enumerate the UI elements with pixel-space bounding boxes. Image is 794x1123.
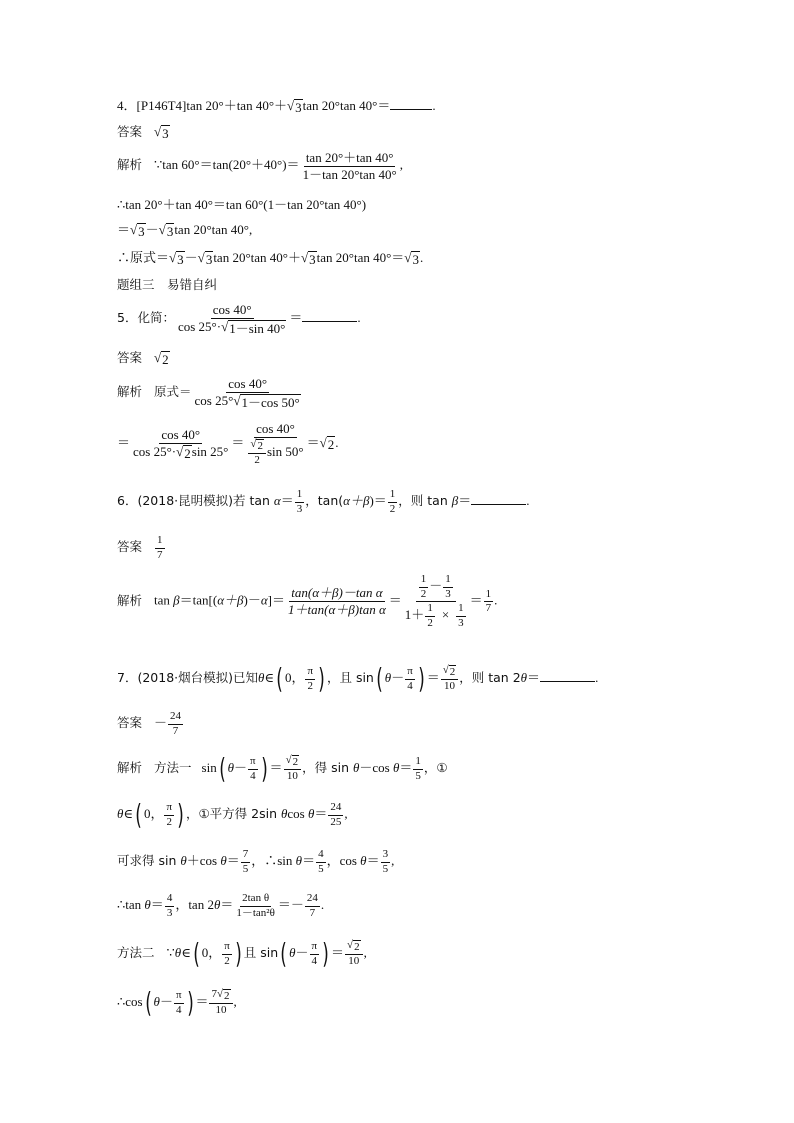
solution-label: 解析	[117, 383, 143, 399]
problem-6: 6．(2018·昆明模拟)若 tan α＝ $\frac{1}{3}$ ，tan(α＋β)＝ $\frac{1}{2}$ ，则 tan β＝ .	[117, 488, 530, 515]
answer-blank	[471, 492, 526, 505]
problem-4: 4．[P146T4]tan 20°＋tan 40°＋ √ 3 tan 20°tan 40°＝ .	[117, 98, 436, 115]
problem-number: 5．化简：	[117, 309, 175, 325]
solution-label: 解析	[117, 157, 143, 173]
solution-4-line-1: 解析 ∵tan 60°＝tan(20°＋40°)＝ $\frac{\tan 20^\circ+\tan 40^\circ}{1-\tan 20^\circ\tan 40^\circ}$ ,	[117, 150, 403, 182]
solution-label: 解析	[117, 759, 143, 775]
solution-label: 解析	[117, 592, 143, 608]
answer-label: 答案	[117, 539, 143, 555]
answer-label: 答案	[117, 124, 143, 139]
solution-6: 解析 tan β＝tan[(α＋β)－α]＝ $\frac{\text{tan(α＋β)－tan α}}{\text{1＋tan(α＋β)tan α}}$ ＝ $\frac{1}{2}$ － $\frac{1}{3}$ 1＋ $\frac{1}{2}$ × $\frac{1}{3}$ ＝ $\frac{1}{7}$ .	[117, 573, 498, 629]
answer-7: 答案 － $\frac{24}{7}$	[117, 710, 182, 737]
solution-7-line-3: 可求得 sin θ＋cos θ＝ $\frac{7}{5}$ ，∴sin θ＝ $\frac{4}{5}$ ，cos θ＝ $\frac{3}{5}$ ,	[117, 848, 395, 875]
answer-6: 答案 $\frac{1}{7}$	[117, 534, 163, 561]
section-heading: 题组三 易错自纠	[117, 277, 218, 292]
sqrt: √ 3	[287, 98, 302, 115]
solution-7-line-1: 解析 方法一 sin( θ－ $\frac{\pi}{4}$ ) ＝ √ 2 10 ，得 sin θ－cos θ＝ $\frac{1}{5}$ ，①	[117, 752, 448, 785]
answer-blank	[540, 669, 595, 682]
solution-7-line-5: 方法二 ∵θ∈( 0， $\frac{\pi}{2}$ ) 且 sin( θ－ $\frac{\pi}{4}$ ) ＝ √ 2 10 ,	[117, 937, 367, 970]
answer-label: 答案	[117, 715, 143, 731]
problem-5: 5．化简： cos 40° cos 25°· √ 1－sin 40° ＝ .	[117, 302, 361, 336]
solution-7-line-6: ∴cos( θ－ $\frac{\pi}{4}$ ) ＝ 7 √ 2 10 ,	[117, 986, 237, 1019]
solution-7-line-2: θ∈( 0， $\frac{\pi}{2}$ ) ，①平方得 2sin θcos θ＝ $\frac{24}{25}$ ,	[117, 798, 348, 831]
solution-5-line-1: 解析 原式＝ cos 40° cos 25° √ 1－cos 50°	[117, 376, 300, 410]
problem-number: 6．(2018·昆明模拟)若 tan	[117, 493, 274, 509]
answer-4	[117, 125, 170, 140]
answer-blank	[390, 97, 432, 110]
answer-blank	[302, 309, 357, 322]
problem-7: 7．(2018·烟台模拟)已知θ∈( 0， $\frac{\pi}{2}$ ) ，且 sin( θ－ $\frac{\pi}{4}$ ) ＝ √ 2 10 ，则 tan 2θ＝ .	[117, 662, 599, 695]
problem-number: 7．(2018·烟台模拟)已知	[117, 669, 258, 685]
problem-number: 4．	[117, 98, 137, 113]
solution-4-line-4: ∴原式＝ √ 3 － √ 3 tan 20°tan 40°＋ √ 3 tan 20°tan 40°＝ √ 3 .	[117, 250, 424, 267]
problem-ref: [P146T4]	[136, 98, 187, 113]
solution-4-line-2: ∴tan 20°＋tan 40°＝tan 60°(1－tan 20°tan 40°)	[117, 197, 367, 212]
fraction: cos 40° cos 25°· √ 1－sin 40°	[177, 302, 286, 336]
solution-5-line-2: ＝ cos 40° cos 25°· √ 2 sin 25° ＝ cos 40° √ 2 2 sin 50° ＝ √ 2 .	[117, 421, 339, 466]
solution-4-line-3: ＝ √ 3 － √ 3 tan 20°tan 40°,	[117, 222, 253, 239]
sqrt: √ 3	[154, 124, 169, 141]
fraction: $\frac{\tan 20^\circ+\tan 40^\circ}{1-\tan 20^\circ\tan 40^\circ}$	[302, 150, 397, 182]
solution-7-line-4: ∴tan θ＝ $\frac{4}{3}$ ，tan 2θ＝ $\frac{\text{2tan θ}}{\text{1－tan²θ}}$ ＝－ $\frac{24}{7}$ .	[117, 892, 325, 919]
answer-label: 答案	[117, 350, 143, 365]
answer-5: 答案 √ 2	[117, 350, 169, 367]
